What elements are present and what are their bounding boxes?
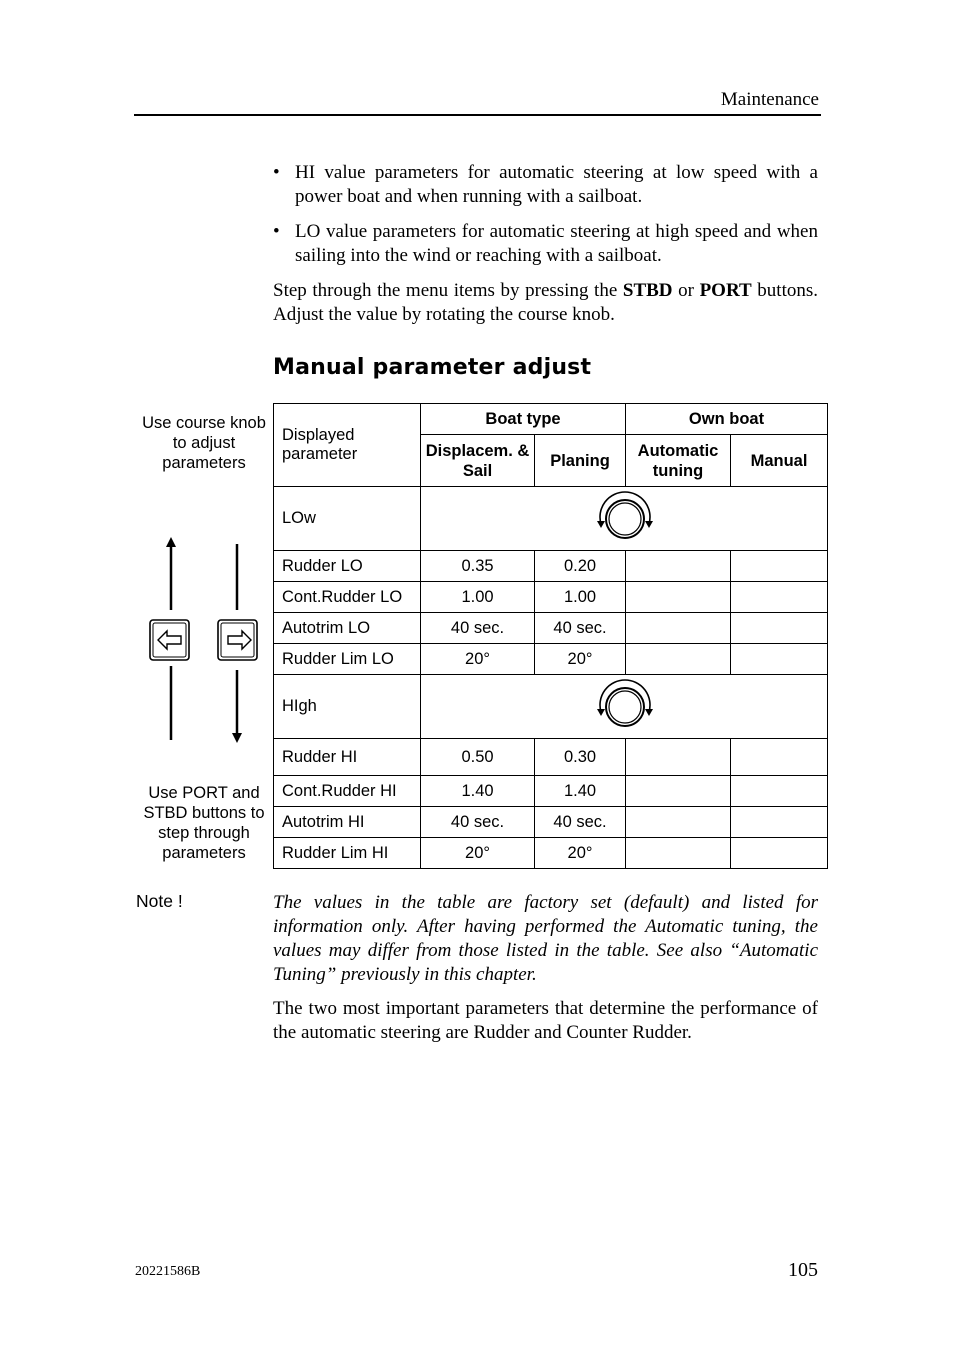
- header-planing: Planing: [535, 435, 626, 487]
- step-buttons-diagram: [140, 536, 265, 748]
- table-row: [274, 644, 828, 675]
- table-header-row: [274, 404, 828, 435]
- page-header-title: Maintenance: [720, 89, 819, 110]
- value-manual: [731, 582, 828, 613]
- value-automatic: [626, 582, 731, 613]
- step-text-pre: Step through the menu items by pressing the: [273, 280, 623, 301]
- bullet-text: HI value parameters for automatic steering at low speed with a power boat and when running with a sailboat.: [295, 162, 818, 207]
- value-planing: 1.40: [535, 776, 626, 807]
- value-automatic: [626, 838, 731, 869]
- down-arrow-icon: [232, 670, 242, 743]
- value-displacement: 1.40: [421, 776, 535, 807]
- footer-page-number: 105: [788, 1259, 818, 1281]
- header-displacement-sail: Displacem. & Sail: [421, 435, 535, 487]
- footer-doc-code: 20221586B: [135, 1264, 201, 1279]
- knob-instruction: Use course knob to adjust parameters: [142, 414, 266, 472]
- stbd-arrow-button-icon: [218, 620, 257, 660]
- port-arrow-button-icon: [150, 620, 189, 660]
- bullet-list: [273, 161, 818, 279]
- value-displacement: 0.35: [421, 551, 535, 582]
- stbd-term: STBD: [622, 280, 673, 301]
- value-manual: [731, 807, 828, 838]
- value-displacement: 40 sec.: [421, 807, 535, 838]
- value-manual: [731, 551, 828, 582]
- bullet-text: LO value parameters for automatic steering at high speed and when sailing into the wind or reaching with a sailboat.: [295, 221, 818, 266]
- header-own-boat: Own boat: [626, 404, 828, 435]
- table-row-low: [274, 487, 828, 551]
- table-row-high: [274, 675, 828, 739]
- section-title: Manual parameter adjust: [273, 355, 592, 380]
- port-term: PORT: [699, 280, 752, 301]
- param-name: Cont.Rudder LO: [274, 582, 421, 613]
- value-displacement: 20°: [421, 644, 535, 675]
- header-manual: Manual: [731, 435, 828, 487]
- param-name: Rudder LO: [274, 551, 421, 582]
- value-displacement: 40 sec.: [421, 613, 535, 644]
- table-row: [274, 582, 828, 613]
- param-name: Cont.Rudder HI: [274, 776, 421, 807]
- final-paragraph: The two most important parameters that determine the performance of the automatic steering are Rudder and Counter Rudder.: [273, 998, 818, 1043]
- value-manual: [731, 739, 828, 776]
- value-planing: 0.20: [535, 551, 626, 582]
- value-planing: 40 sec.: [535, 807, 626, 838]
- bullet-item: • LO value parameters for automatic steering at high speed and when sailing into the wind or reaching with a sailboat.: [273, 221, 818, 266]
- value-manual: [731, 613, 828, 644]
- value-manual: [731, 644, 828, 675]
- knob-cell: [421, 487, 828, 551]
- value-manual: [731, 838, 828, 869]
- value-planing: 0.30: [535, 739, 626, 776]
- note-label: Note !: [136, 891, 183, 911]
- value-automatic: [626, 807, 731, 838]
- header-boat-type: Boat type: [421, 404, 626, 435]
- param-name: Autotrim LO: [274, 613, 421, 644]
- value-automatic: [626, 739, 731, 776]
- step-paragraph: [273, 279, 818, 327]
- header-rule: [134, 114, 821, 116]
- value-automatic: [626, 613, 731, 644]
- value-automatic: [626, 551, 731, 582]
- header-automatic-tuning: Automatic tuning: [626, 435, 731, 487]
- row-label-high: HIgh: [274, 675, 421, 739]
- value-displacement: 20°: [421, 838, 535, 869]
- table-row: [274, 838, 828, 869]
- bullet-item: • HI value parameters for automatic steering at low speed with a power boat and when running with a sailboat.: [273, 162, 818, 207]
- header-displayed-parameter: Displayed parameter: [274, 404, 421, 487]
- table-row: [274, 776, 828, 807]
- knob-cell: [421, 675, 828, 739]
- value-planing: 40 sec.: [535, 613, 626, 644]
- table-row: [274, 613, 828, 644]
- step-text-post: buttons. Adjust the value by rotating the course knob.: [273, 280, 818, 325]
- param-name: Rudder Lim LO: [274, 644, 421, 675]
- note-text: The values in the table are factory set (default) and listed for information only. After having performed the Automatic tuning, the values may differ from those listed in the table. See also “Automatic Tuning” previously in this chapter.: [273, 892, 818, 985]
- course-knob-icon: [593, 490, 657, 548]
- value-automatic: [626, 644, 731, 675]
- course-knob-icon: [593, 678, 657, 736]
- table-row: [274, 807, 828, 838]
- value-displacement: 0.50: [421, 739, 535, 776]
- parameter-table: [273, 403, 828, 869]
- table-row: [274, 739, 828, 776]
- value-planing: 1.00: [535, 582, 626, 613]
- value-automatic: [626, 776, 731, 807]
- table-row: [274, 551, 828, 582]
- up-arrow-icon: [166, 537, 176, 610]
- param-name: Rudder HI: [274, 739, 421, 776]
- param-name: Autotrim HI: [274, 807, 421, 838]
- value-displacement: 1.00: [421, 582, 535, 613]
- button-instruction: Use PORT and STBD buttons to step through parameters: [143, 784, 265, 862]
- step-text-mid: or: [672, 280, 700, 301]
- value-manual: [731, 776, 828, 807]
- row-label-low: LOw: [274, 487, 421, 551]
- value-planing: 20°: [535, 838, 626, 869]
- param-name: Rudder Lim HI: [274, 838, 421, 869]
- value-planing: 20°: [535, 644, 626, 675]
